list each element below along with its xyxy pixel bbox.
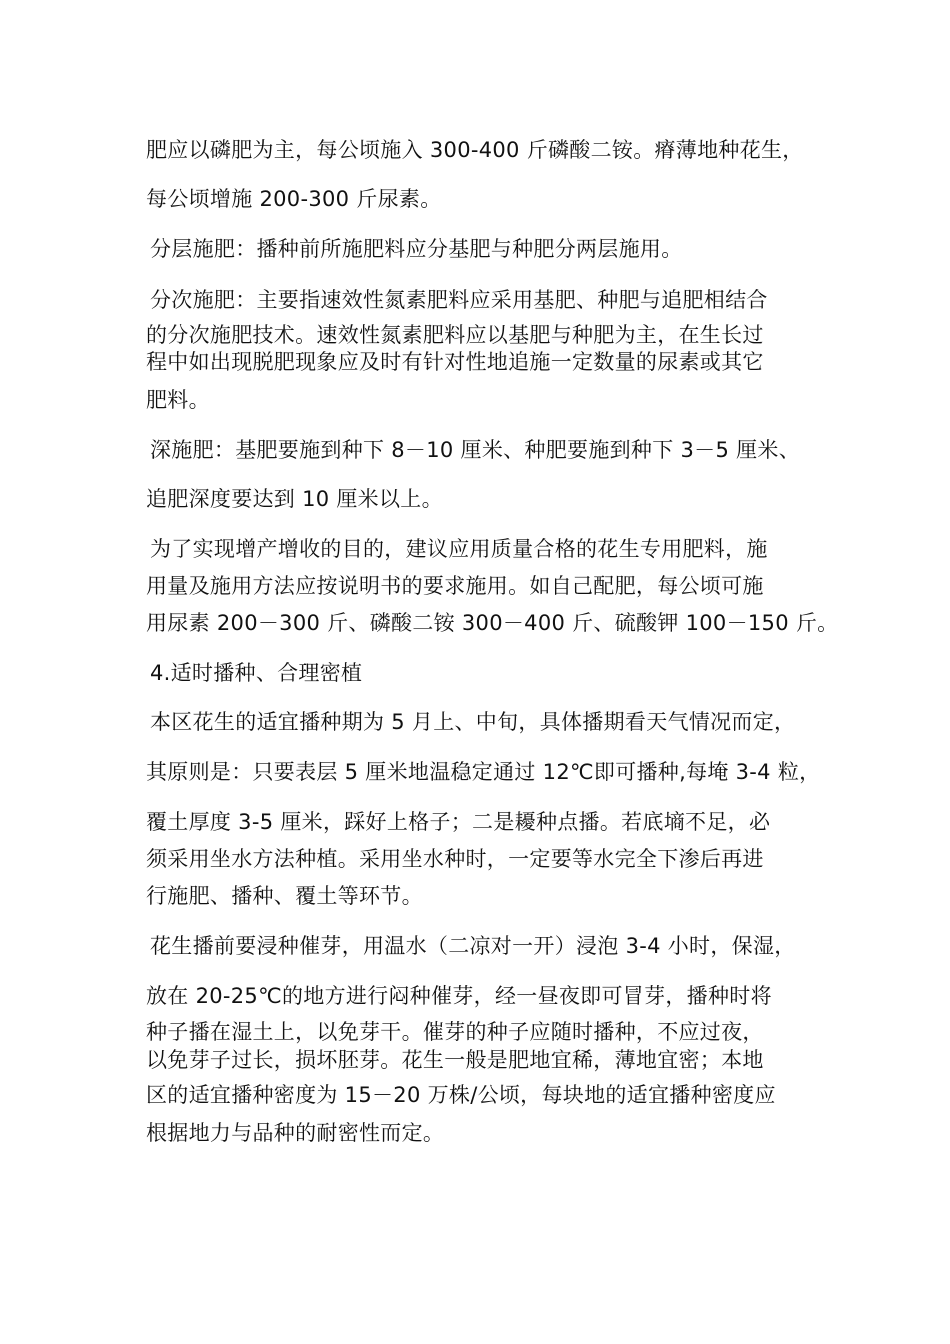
text-line: 肥应以磷肥为主，每公顷施入 300-400 斤磷酸二铵。瘠薄地种花生， xyxy=(146,138,804,162)
text-line: 的分次施肥技术。速效性氮素肥料应以基肥与种肥为主，在生长过 xyxy=(146,323,764,347)
text-line: 程中如出现脱肥现象应及时有针对性地追施一定数量的尿素或其它 xyxy=(146,350,764,374)
text-line: 根据地力与品种的耐密性而定。 xyxy=(146,1121,445,1145)
text-line: 用尿素 200－300 斤、磷酸二铵 300－400 斤、硫酸钾 100－150 斤。 xyxy=(146,611,839,635)
text-line: 以免芽子过长，损坏胚芽。花生一般是肥地宜稀，薄地宜密；本地 xyxy=(146,1048,764,1072)
text-line: 区的适宜播种密度为 15－20 万株/公顷，每块地的适宜播种密度应 xyxy=(146,1083,776,1107)
text-line: 肥料。 xyxy=(146,388,210,412)
text-line: 种子播在湿土上，以免芽干。催芽的种子应随时播种，不应过夜， xyxy=(146,1020,764,1044)
text-line: 追肥深度要达到 10 厘米以上。 xyxy=(146,487,443,511)
text-line: 放在 20-25℃的地方进行闷种催芽，经一昼夜即可冒芽，播种时将 xyxy=(146,984,772,1008)
text-line: 用量及施用方法应按说明书的要求施用。如自己配肥，每公顷可施 xyxy=(146,574,764,598)
text-line: 深施肥：基肥要施到种下 8－10 厘米、种肥要施到种下 3－5 厘米、 xyxy=(150,438,801,462)
text-line: 为了实现增产增收的目的，建议应用质量合格的花生专用肥料，施 xyxy=(150,537,768,561)
text-line: 每公顷增施 200-300 斤尿素。 xyxy=(146,187,442,211)
text-line: 行施肥、播种、覆土等环节。 xyxy=(146,884,423,908)
text-line: 分层施肥：播种前所施肥料应分基肥与种肥分两层施用。 xyxy=(150,237,683,261)
text-line: 花生播前要浸种催芽，用温水（二凉对一开）浸泡 3-4 小时，保湿， xyxy=(150,934,796,958)
section-heading: 4.适时播种、合理密植 xyxy=(150,661,363,685)
text-line: 其原则是：只要表层 5 厘米地温稳定通过 12℃即可播种,每埯 3-4 粒， xyxy=(146,760,821,784)
text-line: 本区花生的适宜播种期为 5 月上、中旬，具体播期看天气情况而定， xyxy=(150,710,796,734)
text-line: 分次施肥：主要指速效性氮素肥料应采用基肥、种肥与追肥相结合 xyxy=(150,288,768,312)
text-line: 覆土厚度 3-5 厘米，踩好上格子；二是耰种点播。若底墒不足，必 xyxy=(146,810,771,834)
text-line: 须采用坐水方法种植。采用坐水种时，一定要等水完全下渗后再进 xyxy=(146,847,764,871)
